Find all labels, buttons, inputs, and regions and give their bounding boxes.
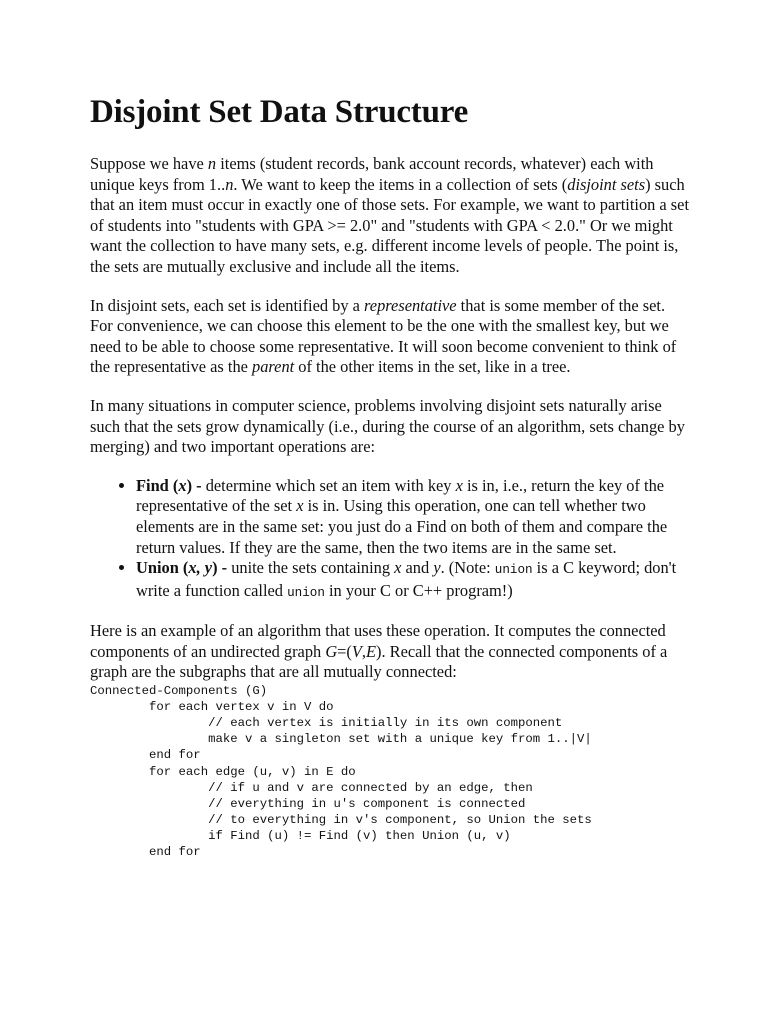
algorithm-intro-paragraph [90, 621, 690, 683]
text-run: In disjoint sets, each set is identified by a [90, 295, 365, 315]
text-run: items (student records, bank account records, whatever) each with unique keys from 1.. [90, 154, 654, 194]
text-run: unite the sets containing [231, 558, 395, 578]
operation-args: x [178, 475, 187, 495]
italic-x: x [296, 496, 304, 516]
inline-code: union [287, 585, 325, 600]
italic-v: V [351, 641, 362, 661]
italic-term-disjoint-sets: disjoint sets [567, 174, 646, 194]
intro-paragraph [90, 154, 690, 278]
operation-name: Find [136, 475, 169, 495]
document-page [90, 92, 690, 860]
list-item-union [136, 558, 690, 603]
text-run: ( [178, 558, 189, 578]
text-run: is in, i.e., return the key of the representative of the set [136, 475, 665, 516]
code-line: // each vertex is initially in its own component [90, 716, 563, 731]
operation-name: Union [136, 558, 179, 578]
code-line: end for [90, 748, 201, 763]
code-block [90, 683, 690, 860]
text-run: that is some member of the set. For convenience, we can choose this element to be the one with the smallest key, but we need to be able to choose some representative. It will soon become convenient to think of the representative as the [90, 295, 677, 377]
italic-e: E [365, 641, 376, 661]
code-line: for each edge (u, v) in E do [90, 764, 356, 779]
text-run: ) such that an item must occur in exactly one of those sets. For example, we want to partition a set of students into "students with GPA >= 2.0" and "students with GPA < 2.0." Or we might want the collection to have many sets, e.g. different income levels of people. The point is, the sets are mutually exclusive and include all the items. [90, 174, 690, 276]
text-run: is a C keyword; don't write a function called [136, 558, 677, 600]
text-run: in your C or C++ program!) [324, 580, 513, 600]
italic-n: n [207, 154, 217, 173]
text-run: =( [337, 641, 352, 661]
inline-code: union [494, 563, 533, 578]
representative-paragraph [90, 296, 690, 378]
italic-y: y [433, 558, 441, 578]
page-title: Disjoint Set Data Structure [90, 94, 469, 130]
italic-x: x [394, 558, 402, 578]
italic-g: G [325, 641, 338, 661]
text-run: determine which set an item with key [205, 475, 456, 495]
text-run: . (Note: [440, 558, 495, 578]
italic-n: n [225, 174, 234, 194]
text-run: - [192, 475, 206, 495]
list-item-find [136, 476, 690, 558]
operations-intro-paragraph: In many situations in computer science, problems involving disjoint sets naturally arise such that the sets grow dynamically (i.e., during the course of an algorithm, sets change by merging) and two important operations are: [90, 395, 685, 457]
operation-args: x, y [188, 558, 213, 578]
text-run: . We want to keep the items in a collection of sets ( [233, 174, 568, 194]
text-run: Suppose we have [90, 154, 208, 173]
text-run: and [401, 558, 434, 578]
italic-x: x [455, 475, 463, 495]
code-line: // everything in u's component is connected [90, 796, 526, 811]
text-run: Here is an example of an algorithm that uses these operation. It computes the connected components of an undirected graph [90, 621, 666, 661]
text-run: ). Recall that the connected components of a graph are the subgraphs that are all mutually connected: [90, 641, 668, 682]
code-line: for each vertex v in V do [90, 700, 334, 715]
text-run: of the other items in the set, like in a tree. [294, 357, 571, 377]
text-run: is in. Using this operation, one can tell whether two elements are in the same set: you just do a Find on both of them and compare the return values. If they are the same, then the two items are in the same set. [136, 496, 668, 557]
text-run: , [361, 641, 366, 661]
text-run: - [217, 558, 232, 578]
operations-list [90, 476, 690, 604]
code-line: if Find (u) != Find (v) then Union (u, v) [90, 828, 511, 843]
text-run: ) [186, 475, 193, 495]
code-line: Connected-Components (G) [90, 684, 268, 699]
code-line: // if u and v are connected by an edge, then [90, 780, 533, 795]
italic-term-parent: parent [252, 357, 295, 377]
text-run: ) [212, 558, 218, 578]
code-line: make v a singleton set with a unique key from 1..|V| [90, 732, 592, 747]
text-run: ( [168, 475, 179, 495]
italic-term-representative: representative [364, 295, 457, 315]
code-line: end for [90, 845, 201, 859]
code-line: // to everything in v's component, so Union the sets [90, 812, 592, 827]
